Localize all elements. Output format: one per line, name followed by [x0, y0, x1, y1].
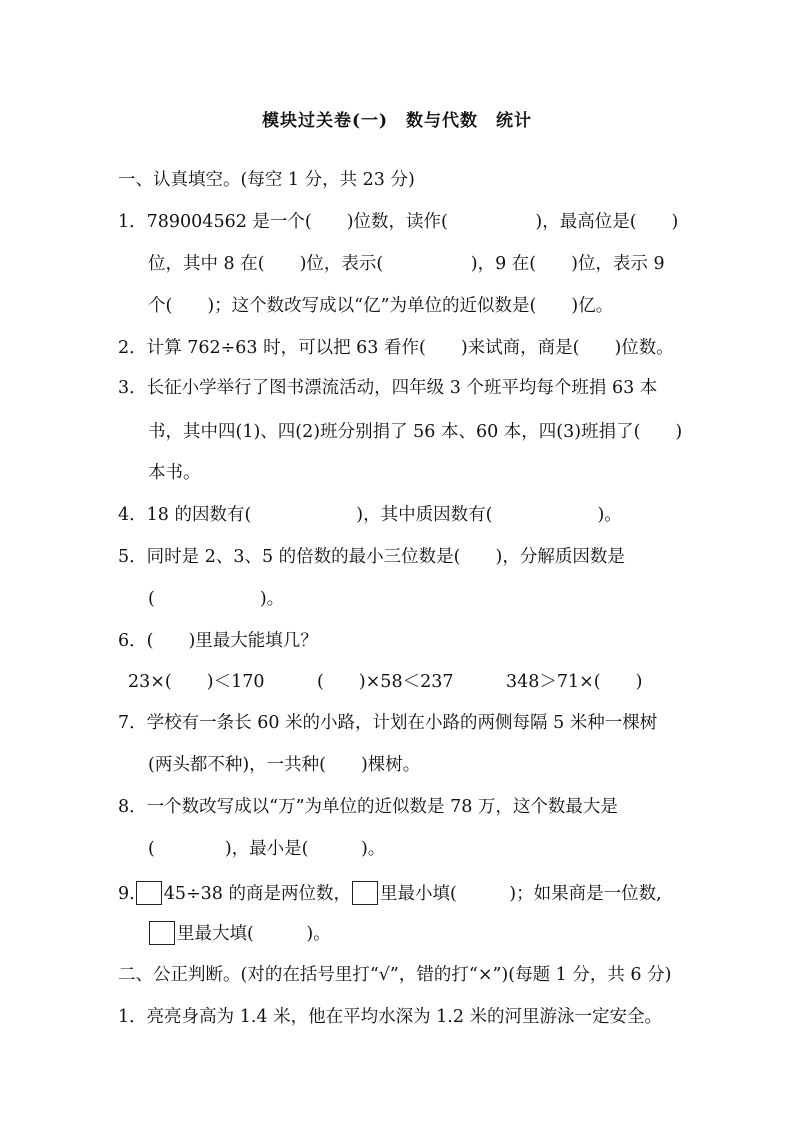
question-9-line-2	[148, 921, 331, 946]
question-9-line-1	[118, 881, 662, 906]
question-1-line-1: 1．789004562 是一个( )位数，读作( )，最高位是( )	[118, 212, 679, 232]
question-8-line-2: ( )，最小是( )。	[148, 839, 386, 859]
question-6-line-1: 6．( )里最大能填几？	[118, 631, 318, 651]
question-4-line-1: 4．18 的因数有( )，其中质因数有( )。	[118, 505, 622, 525]
question-1-line-3: 个( )；这个数改写成以“亿”为单位的近似数是( )亿。	[148, 296, 614, 316]
question-9-part-2: 里最小填( )；如果商是一位数,	[379, 884, 662, 904]
question-9-part-1: 45÷38 的商是两位数，	[163, 884, 351, 904]
question-7-line-2: (两头都不种)，一共种( )棵树。	[148, 755, 421, 775]
section-heading-fill-blank: 一、认真填空。(每空 1 分，共 23 分)	[118, 170, 415, 190]
section-heading-judgment: 二、公正判断。(对的在括号里打“√”，错的打“×”)(每题 1 分，共 6 分)	[118, 965, 672, 985]
question-5-line-2: ( )。	[148, 589, 285, 609]
blank-box	[352, 881, 378, 905]
question-7-line-1: 7．学校有一条长 60 米的小路，计划在小路的两侧每隔 5 米种一棵树	[118, 713, 658, 733]
question-1-line-2: 位，其中 8 在( )位，表示( )，9 在( )位，表示 9	[148, 254, 665, 274]
question-3-line-1: 3．长征小学举行了图书漂流活动，四年级 3 个班平均每个班捐 63 本	[118, 378, 658, 398]
question-5-line-1: 5．同时是 2、3、5 的倍数的最小三位数是( )，分解质因数是	[118, 547, 625, 567]
question-6-inequalities: 23×( )＜170 ( )×58＜237 348＞71×( )	[128, 672, 643, 692]
judgment-1-line-1: 1．亮亮身高为 1.4 米，他在平均水深为 1.2 米的河里游泳一定安全。	[118, 1007, 663, 1027]
question-9-number: 9.	[118, 884, 135, 904]
question-3-line-3: 本书。	[148, 463, 201, 483]
question-8-line-1: 8．一个数改写成以“万”为单位的近似数是 78 万，这个数最大是	[118, 797, 618, 817]
question-3-line-2: 书，其中四(1)、四(2)班分别捐了 56 本、60 本，四(3)班捐了( )	[148, 422, 683, 442]
blank-box	[136, 881, 162, 905]
question-2-line-1: 2．计算 762÷63 时，可以把 63 看作( )来试商，商是( )位数。	[118, 338, 674, 358]
page-title: 模块过关卷(一) 数与代数 统计	[261, 111, 533, 131]
question-9-part-3: 里最大填( )。	[177, 924, 331, 944]
blank-box	[149, 921, 175, 945]
